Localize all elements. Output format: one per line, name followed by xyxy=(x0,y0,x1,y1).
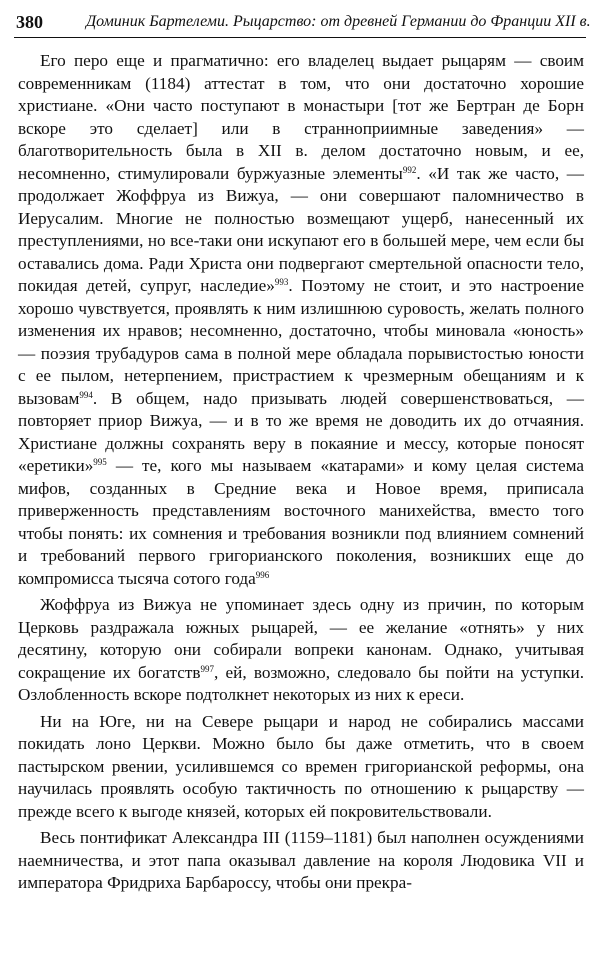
page-header xyxy=(14,10,591,38)
footnote-ref: 995 xyxy=(93,457,107,467)
text-run: — те, кого мы называем «катарами» и кому целая система мифов, созданных в Средние века и Новое время, приписала приверженность представлениям восточного манихейства, вместо того чтобы понять: их сомнения и требования возникли под влиянием сомнений и требований первого григорианского поколения, возникших еще до компромисса тысяча сотого года xyxy=(18,456,584,588)
text-run: . Поэтому не стоит, и это настроение хорошо чувствуется, проявлять к ним излишнюю суровость, желать полного изменения их нравов; несомненно, достаточно, чтобы миновала «юность» — поэзия трубадуров сама в полной мере обладала порывистостью юности с ее пылом, нетерпением, пристрастием к чрезмерным обещаниям и к вызовам xyxy=(18,276,584,408)
footnote-ref: 993 xyxy=(274,277,289,287)
text-run: . «И так же часто, — продолжает Жоффруа из Вижуа, — они совершают паломничество в Иерусалим. Многие не полностью возмещают ущерб, нанесенный их преступлениями, но все-таки они искупают его в большей мере, чем если бы оставались дома. Ради Христа они подвергают смертельной опасности тело, покидая детей, супруг, наследие» xyxy=(18,163,584,295)
text-run: Ни на Юге, ни на Севере рыцари и народ не собирались массами покидать лоно Церкви. Можно было бы даже отметить, что в своем пастырском рвении, усилившемся со времен григорианской реформы, она научилась проявлять особую тактичность по отношению к рыцарству — прежде всего к выгоде князей, которых ей покровительствовали. xyxy=(18,711,584,821)
paragraph xyxy=(18,827,584,895)
text-run: Его перо еще и прагматично: его владелец выдает рыцарям — своим современникам (1184) аттестат в том, что они достаточно хорошие христиане. «Они часто поступают в монастыри [тот же Бертран де Борн вскоре это сделает] или в странноприимные заведения» — благотворительность была в XII в. делом достаточно новым, и ее, несомненно, стимулировали буржуазные элементы xyxy=(18,51,584,183)
paragraph xyxy=(18,594,584,707)
text-run: Жоффруа из Вижуа не упоминает здесь одну из причин, по которым Церковь раздражала южных рыцарей, — ее желание «отнять» у них десятину, которую они собирали вопреки канонам. Однако, учитывая сокращение их богатств xyxy=(18,595,584,682)
running-head: Доминик Бартелеми. Рыцарство: от древней Германии до Франции XII в. xyxy=(86,13,591,30)
body-text xyxy=(18,50,584,899)
footnote-ref: 994 xyxy=(79,389,93,400)
text-run: , ей, возможно, следовало бы пойти на уступки. Озлобленность вскоре подтолкнет некоторых из них к ереси. xyxy=(18,662,585,704)
paragraph xyxy=(18,50,584,590)
footnote-ref: 992 xyxy=(402,164,417,175)
text-run: . В общем, надо призывать людей совершенствоваться, — повторяет приор Вижуа, — и в то же время не доводить их до отчаяния. Христиане должны сохранять веру в покаяние и мессу, которые поносят «еретики» xyxy=(18,388,584,475)
footnote-ref: 997 xyxy=(200,663,215,674)
footnote-ref: 996 xyxy=(255,569,270,580)
paragraph xyxy=(18,711,584,824)
page-number: 380 xyxy=(16,12,43,32)
header-rule xyxy=(14,37,586,38)
text-run: Весь понтификат Александра III (1159–1181) был наполнен осуждениями наемничества, и этот папа оказывал давление на короля Людовика VII и императора Фридриха Барбароссу, чтобы они прекра- xyxy=(18,828,584,892)
